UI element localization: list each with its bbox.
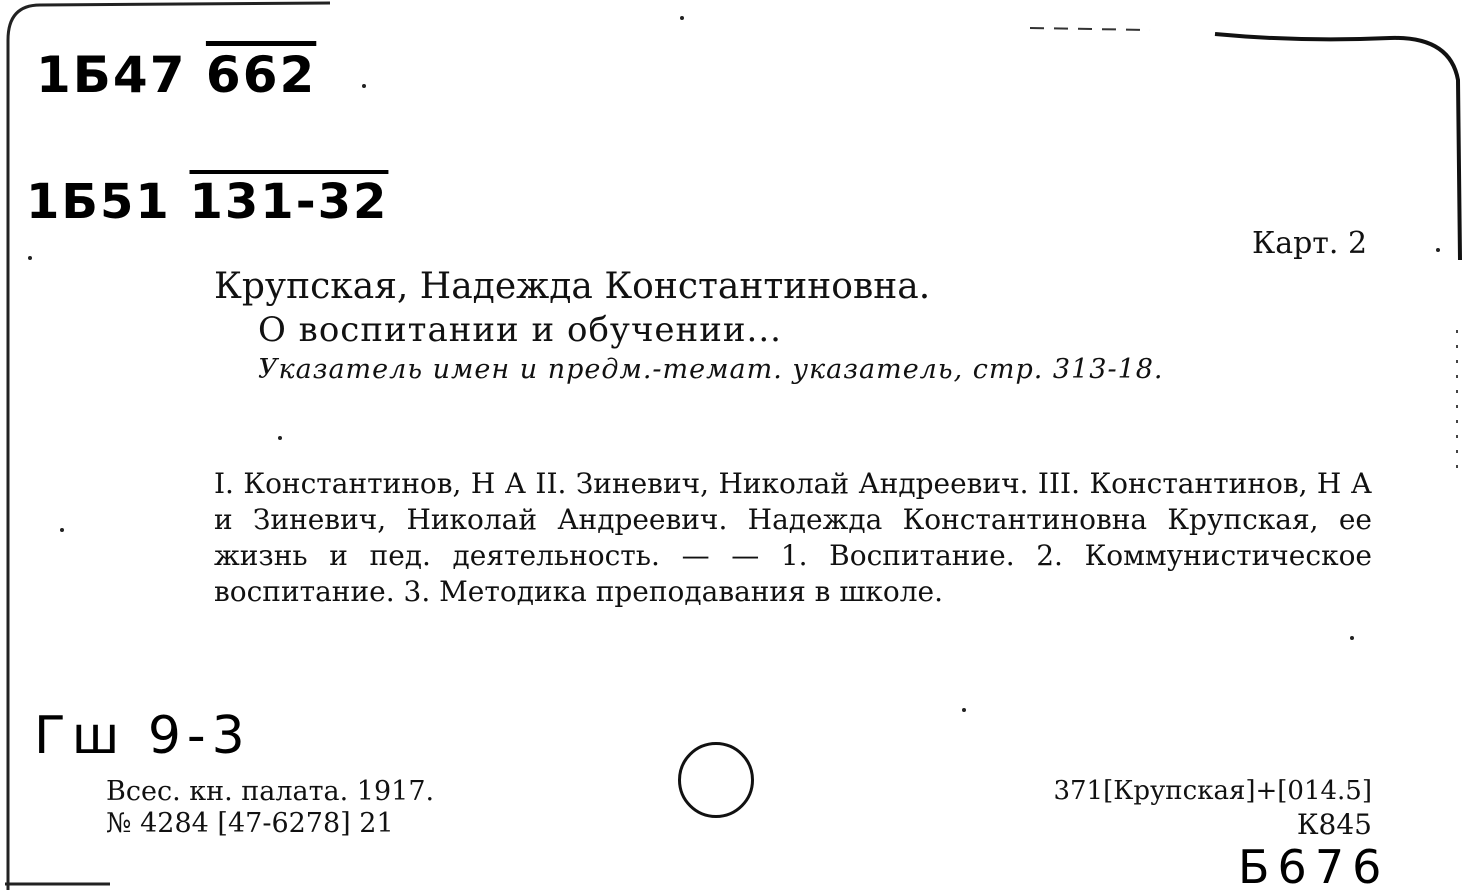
handwritten-shelfmark-1 [36, 46, 316, 104]
handwritten-shelfmark-2 [26, 174, 388, 230]
tracings-text: I. Константинов, Н А II. Зиневич, Николай Андреевич. III. Константинов, Н А и Зиневич, Николай Андреевич. Надежда Константиновна Крупская, ее жизнь и пед. деятельность. — — 1. Воспитание. 2. Коммунистическое воспитание. 3. Методика преподавания в школе. [214, 467, 1372, 608]
record-number: № 4284 [47-6278] 21 [106, 808, 394, 839]
handwritten-bottom-number: Б676 [1238, 840, 1390, 894]
ink-speck [962, 708, 966, 712]
classification-code: 371[Крупская]+[014.5] [1053, 776, 1372, 806]
shelfmark-1-prefix: 1Б47 [36, 46, 187, 104]
shelfmark-2-prefix: 1Б51 [26, 174, 171, 230]
cutter-number: К845 [1296, 808, 1372, 841]
ink-speck [60, 528, 64, 532]
title-line: О воспитании и обучении... [258, 310, 782, 350]
ink-speck [28, 256, 32, 260]
ink-speck [278, 436, 282, 440]
card-number: Карт. 2 [1252, 226, 1368, 261]
ink-speck [680, 16, 684, 20]
author-heading: Крупская, Надежда Константиновна. [214, 266, 931, 307]
ink-speck [1350, 636, 1354, 640]
ink-speck [362, 84, 366, 88]
handwritten-code: Гш 9-3 [34, 706, 251, 766]
shelfmark-1-number: 662 [205, 46, 317, 104]
ink-speck [1436, 248, 1440, 252]
index-note: Указатель имен и предм.-темат. указатель, стр. 313-18. [258, 354, 1164, 385]
punch-hole [678, 742, 754, 818]
publisher-line: Всес. кн. палата. 1917. [106, 776, 435, 807]
shelfmark-2-number: 131-32 [189, 174, 389, 230]
tracings-paragraph [214, 466, 1372, 610]
